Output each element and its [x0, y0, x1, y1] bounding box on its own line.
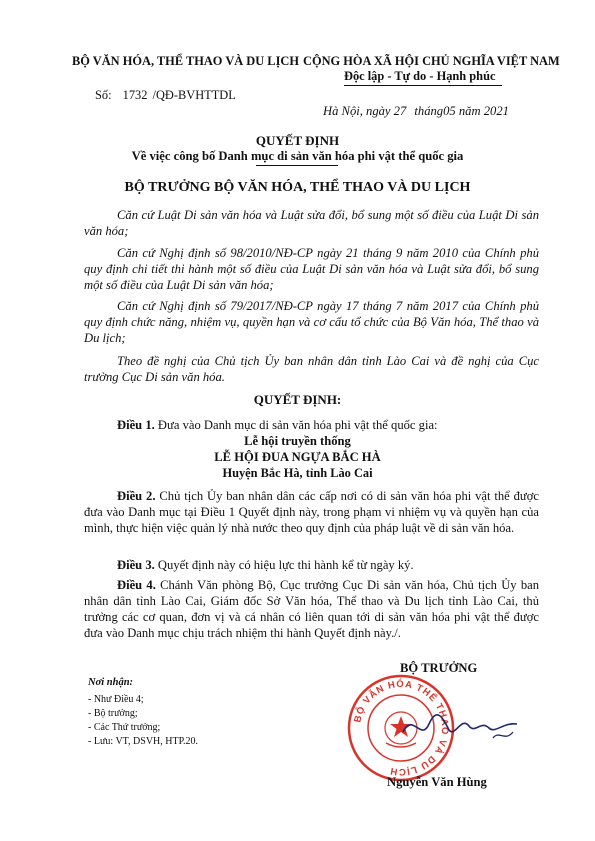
recipient-item: - Các Thứ trưởng; — [88, 722, 161, 733]
signer-position: BỘ TRƯỞNG — [400, 661, 478, 675]
recipients-heading: Nơi nhận: — [88, 677, 134, 688]
date-day: 27 — [393, 104, 407, 118]
preamble-4: Theo đề nghị của Chủ tịch Ủy ban nhân dân tỉnh Lào Cai và đề nghị của Cục trưởng Cục Di sản văn hóa. — [84, 354, 539, 384]
article-4: Điều 4. Chánh Văn phòng Bộ, Cục trưởng Cục Di sản văn hóa, Chủ tịch Ủy ban nhân dân tỉnh Lào Cai, Giám đốc Sở Văn hóa, Thể thao và Du lịch tỉnh Lào Cai, thủ trưởng các cơ quan, đơn vị và cá nhân có liên quan tới di sản văn hóa phi vật thể được đưa vào Danh mục chịu trách nhiệm thi hành Quyết định này./. — [84, 578, 540, 640]
preamble-2: Căn cứ Nghị định số 98/2010/NĐ-CP ngày 21 tháng 9 năm 2010 của Chính phủ quy định chi tiết thi hành một số điều của Luật Di sản văn hóa và Luật sửa đổi, bổ sung một số điều của Luật Di sản văn hóa; — [84, 246, 539, 292]
signer-name: Nguyễn Văn Hùng — [387, 775, 487, 789]
subject-underline — [256, 165, 338, 166]
document-type: QUYẾT ĐỊNH — [255, 133, 340, 148]
ministry-name: BỘ VĂN HÓA, THỂ THAO VÀ DU LỊCH — [72, 54, 299, 68]
number-label: Số: — [95, 88, 112, 102]
article-3: Điều 3. Quyết định này có hiệu lực thi hành kể từ ngày ký. — [117, 558, 414, 572]
recipient-item: - Như Điều 4; — [88, 694, 144, 705]
issuer-title: BỘ TRƯỞNG BỘ VĂN HÓA, THỂ THAO VÀ DU LỊCH — [124, 180, 471, 195]
document-subject: Về việc công bố Danh mục di sản văn hóa phi vật thể quốc gia — [131, 149, 464, 163]
seal-text: BỘ VĂN HÓA THỂ THAO VÀ DU LỊCH — [352, 678, 451, 778]
article-1: Điều 1. Đưa vào Danh mục di sản văn hóa phi vật thể quốc gia: — [117, 418, 438, 432]
date-year: 2021 — [483, 104, 509, 118]
heritage-name: LỄ HỘI ĐUA NGỰA BẮC HÀ — [214, 450, 381, 464]
preamble-1: Căn cứ Luật Di sản văn hóa và Luật sửa đổi, bổ sung một số điều của Luật Di sản văn hóa; — [84, 208, 539, 238]
article-2: Điều 2. Chủ tịch Ủy ban nhân dân các cấp nơi có di sản văn hóa phi vật thể được đưa vào Danh mục tại Điều 1 Quyết định này, trong phạm vi nhiệm vụ và quyền hạn của mình, thực hiện việc quản lý nhà nước theo quy định của pháp luật về di sản văn hóa. — [84, 489, 539, 535]
document-number — [95, 88, 236, 103]
issue-date: Hà Nội, ngày 27 tháng05 năm 2021 — [323, 104, 509, 118]
national-motto: Độc lập - Tự do - Hạnh phúc — [344, 69, 496, 83]
recipient-item: - Bộ trưởng; — [88, 708, 138, 719]
date-month: 05 — [443, 104, 456, 118]
decision-heading: QUYẾT ĐỊNH: — [253, 392, 342, 407]
number-suffix: /QĐ-BVHTTDL — [152, 88, 236, 102]
heritage-location: Huyện Bắc Hà, tỉnh Lào Cai — [222, 466, 373, 480]
heritage-category: Lễ hội truyền thống — [244, 434, 351, 448]
republic-name: CỘNG HÒA XÃ HỘI CHỦ NGHĨA VIỆT NAM — [303, 54, 560, 68]
preamble-3: Căn cứ Nghị định số 79/2017/NĐ-CP ngày 17 tháng 7 năm 2017 của Chính phủ quy định chức năng, nhiệm vụ, quyền hạn và cơ cấu tổ chức của Bộ Văn hóa, Thể thao và Du lịch; — [84, 299, 539, 345]
handwritten-signature — [395, 702, 525, 752]
number-value: 1732 — [122, 88, 148, 102]
recipient-item: - Lưu: VT, DSVH, HTP.20. — [88, 736, 199, 747]
motto-underline — [344, 85, 502, 86]
